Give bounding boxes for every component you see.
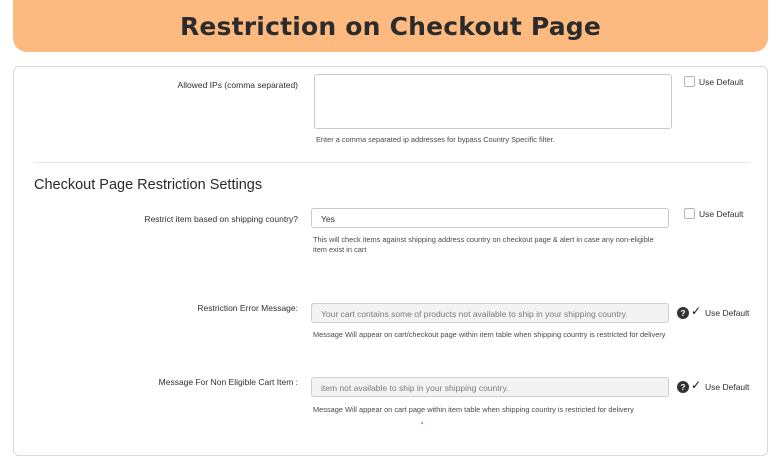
non-eligible-message-value: item not available to ship in your shipping country.: [321, 383, 509, 393]
help-icon[interactable]: ?: [677, 307, 689, 319]
restrict-item-use-default-checkbox[interactable]: [684, 208, 695, 219]
error-message-note: Message Will appear on cart/checkout page within item table when shipping country is restricted for delivery: [313, 330, 666, 339]
checkmark-icon[interactable]: ✓: [691, 378, 702, 392]
allowed-ips-textarea[interactable]: [314, 74, 672, 129]
error-message-label: Restriction Error Message:: [197, 303, 298, 313]
error-message-input[interactable]: [311, 303, 669, 323]
allowed-ips-note: Enter a comma separated ip addresses for bypass Country Specific filter.: [316, 135, 555, 144]
decorative-dot: [421, 422, 423, 424]
allowed-ips-use-default-checkbox[interactable]: [684, 76, 695, 87]
checkmark-icon[interactable]: ✓: [691, 304, 702, 318]
non-eligible-message-note: Message Will appear on cart page within item table when shipping country is restricted for delivery: [313, 405, 634, 414]
settings-panel: [13, 66, 768, 456]
error-message-use-default-label: Use Default: [705, 308, 750, 318]
restrict-item-note: [313, 235, 654, 255]
non-eligible-message-label: Message For Non Eligible Cart Item :: [158, 377, 298, 387]
section-title: Checkout Page Restriction Settings: [34, 177, 263, 193]
non-eligible-message-input[interactable]: [311, 377, 669, 397]
restrict-item-use-default-label: Use Default: [699, 209, 744, 219]
page-banner: [13, 0, 768, 52]
restrict-item-label: Restrict item based on shipping country?: [144, 214, 298, 224]
restrict-item-select[interactable]: [311, 208, 669, 228]
section-divider: [34, 162, 750, 163]
non-eligible-message-use-default-label: Use Default: [705, 382, 750, 392]
allowed-ips-use-default-label: Use Default: [699, 77, 744, 87]
restrict-item-selected-value: Yes: [321, 214, 335, 224]
help-icon[interactable]: ?: [677, 381, 689, 393]
restrict-item-note-line2: item exist in cart: [313, 245, 367, 254]
page-title: Restriction on Checkout Page: [179, 11, 602, 41]
allowed-ips-label: Allowed IPs (comma separated): [177, 80, 298, 90]
restrict-item-note-line1: This will check items against shipping address country on checkout page & alert in case any non-eligible: [313, 235, 654, 244]
error-message-value: Your cart contains some of products not available to ship in your shipping country.: [321, 309, 628, 319]
